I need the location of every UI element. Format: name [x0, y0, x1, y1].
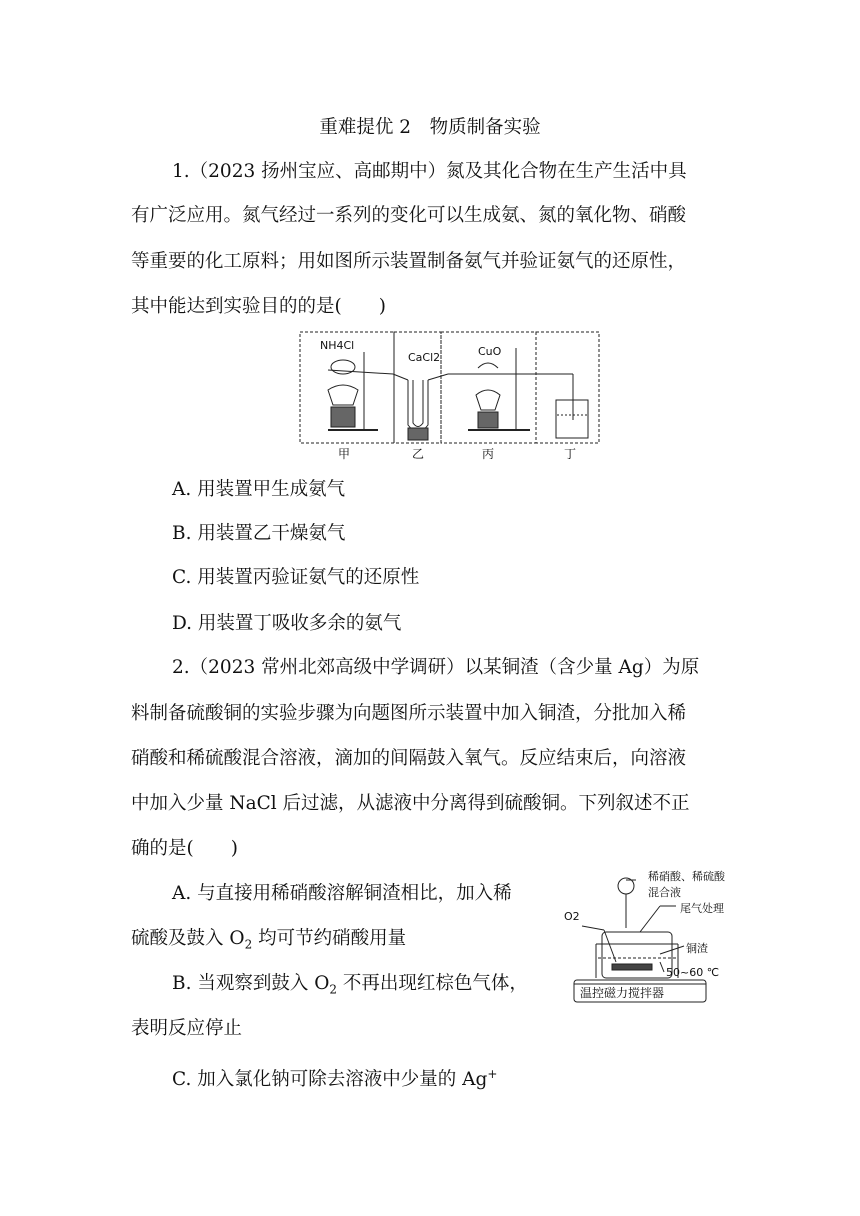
q1-option-a: A. 用装置甲生成氨气	[172, 479, 346, 500]
q1-line-3: 等重要的化工原料；用如图所示装置制备氨气并验证氨气的还原性，	[131, 251, 687, 272]
label-nh4cl: NH4Cl	[320, 339, 355, 352]
q2-option-a-line-2: 硫酸及鼓入 $O_2$ 均可节约硝酸用量	[131, 928, 407, 952]
q2-option-b-line-2: 表明反应停止	[131, 1018, 243, 1039]
q1-line-2: 有广泛应用。氮气经过一系列的变化可以生成氨、氮的氧化物、硝酸	[131, 205, 687, 226]
q2-label-o2: O2	[564, 910, 580, 923]
caption-jia: 甲	[338, 447, 351, 461]
q2-line-4: 中加入少量 NaCl 后过滤，从滤液中分离得到硫酸铜。下列叙述不正	[131, 793, 690, 814]
q2-label-acid-2: 混合液	[648, 886, 681, 899]
label-cuo: CuO	[478, 345, 502, 358]
caption-yi: 乙	[412, 447, 425, 461]
label-cacl2: CaCl2	[408, 351, 441, 364]
q2-option-b-line-1: B. 当观察到鼓入 $O_2$ 不再出现红棕色气体，	[172, 973, 528, 997]
q2-line-1: 2.（2023 常州北郊高级中学调研）以某铜渣（含少量 Ag）为原	[172, 657, 700, 678]
q2-label-exhaust: 尾气处理	[680, 902, 724, 915]
q1-option-c: C. 用装置丙验证氨气的还原性	[172, 567, 420, 588]
caption-ding: 丁	[564, 447, 577, 461]
q1-line-1: 1.（2023 扬州宝应、高邮期中）氮及其化合物在生产生活中具	[172, 161, 687, 182]
caption-bing: 丙	[482, 447, 495, 461]
q2-option-a-line-1: A. 与直接用稀硝酸溶解铜渣相比，加入稀	[172, 883, 512, 904]
q2-label-acid-1: 稀硝酸、稀硫酸	[648, 870, 725, 883]
q2-label-temp: 50~60 ℃	[666, 966, 720, 979]
q2-line-3: 硝酸和稀硫酸混合溶液，滴加的间隔鼓入氧气。反应结束后，向溶液	[131, 748, 687, 769]
q2-apparatus-figure	[560, 866, 750, 1010]
q2-line-2: 料制备硫酸铜的实验步骤为向题图所示装置中加入铜渣，分批加入稀	[131, 703, 687, 724]
q1-option-d: D. 用装置丁吸收多余的氨气	[172, 613, 402, 634]
frame-ding	[536, 332, 599, 443]
q1-apparatus-figure	[298, 330, 602, 464]
q2-line-5: 确的是( )	[131, 838, 238, 859]
q2-label-residue: 铜渣	[686, 942, 708, 955]
q2-option-c: C. 加入氯化钠可除去溶液中少量的 Ag+	[172, 1067, 498, 1091]
page-title: 重难提优 2 物质制备实验	[319, 117, 541, 138]
q1-line-4: 其中能达到实验目的的是( )	[131, 296, 386, 317]
q2-label-stirrer: 温控磁力搅拌器	[580, 986, 665, 1000]
q1-option-b: B. 用装置乙干燥氨气	[172, 523, 346, 544]
